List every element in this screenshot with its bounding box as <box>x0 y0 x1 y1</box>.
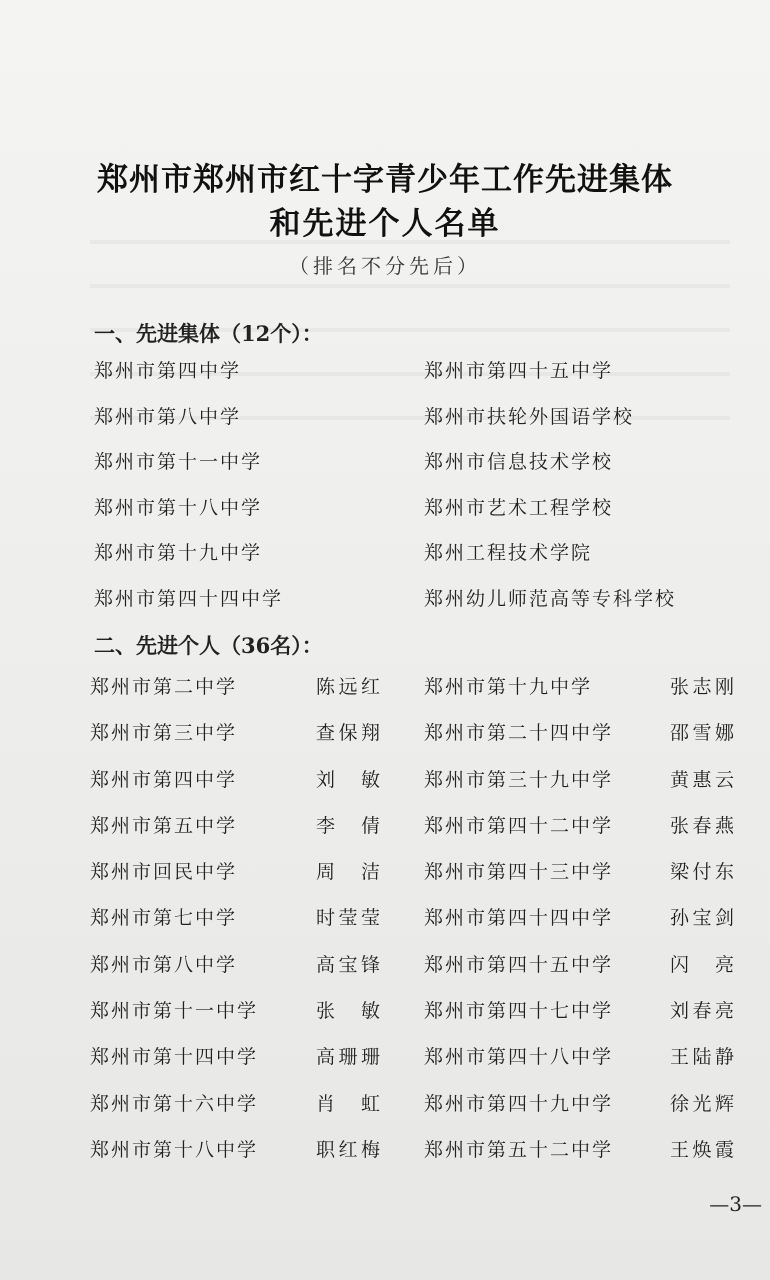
list-item <box>94 538 714 584</box>
page-number: —3— <box>709 1192 762 1216</box>
school-name: 郑州市第二中学 <box>90 676 238 698</box>
school-name: 郑州市第四十三中学 <box>424 861 614 884</box>
collective-name: 郑州市扶轮外国语学校 <box>424 405 635 428</box>
school-name: 郑州市第四十二中学 <box>424 814 614 837</box>
school-name: 郑州市回民中学 <box>90 861 238 884</box>
person-name: 周 洁 <box>316 861 382 884</box>
list-item <box>90 1135 750 1181</box>
person-name: 闪 亮 <box>670 953 736 976</box>
ranking-note: （排名不分先后） <box>289 254 481 278</box>
person-name: 黄惠云 <box>670 768 736 791</box>
school-name: 郑州市第十六中学 <box>90 1092 259 1115</box>
list-item <box>90 1042 750 1088</box>
list-item <box>94 584 714 630</box>
person-name: 时莹莹 <box>316 907 382 930</box>
list-item <box>90 1089 750 1135</box>
collective-name: 郑州市第四十四中学 <box>94 587 284 610</box>
person-name: 张春燕 <box>670 814 736 837</box>
collective-name: 郑州市第十九中学 <box>94 542 263 564</box>
collective-name: 郑州工程技术学院 <box>424 542 593 564</box>
school-name: 郑州市第四十四中学 <box>424 907 614 930</box>
school-name: 郑州市第五中学 <box>90 814 238 837</box>
person-name: 肖 虹 <box>316 1092 382 1115</box>
school-name: 郑州市第四十九中学 <box>424 1092 614 1115</box>
list-item <box>90 857 750 903</box>
person-name: 高珊珊 <box>316 1046 382 1069</box>
person-name: 职红梅 <box>316 1138 382 1161</box>
person-name: 刘 敏 <box>316 768 382 791</box>
person-name: 孙宝剑 <box>670 907 736 930</box>
school-name: 郑州市第二十四中学 <box>424 722 614 745</box>
collective-name: 郑州市第十八中学 <box>94 496 263 519</box>
person-name: 李 倩 <box>316 814 382 837</box>
list-item <box>94 447 714 493</box>
school-name: 郑州市第十九中学 <box>424 676 593 698</box>
school-name: 郑州市第四十八中学 <box>424 1046 614 1069</box>
document-title: 郑州市郑州市红十字青少年工作先进集体 <box>97 162 673 198</box>
school-name: 郑州市第三中学 <box>90 722 238 745</box>
collective-name: 郑州市第四中学 <box>94 360 242 382</box>
person-name: 梁付东 <box>670 861 736 884</box>
collectives-list <box>94 356 714 629</box>
person-name: 查保翔 <box>316 722 382 745</box>
school-name: 郑州市第四中学 <box>90 768 238 791</box>
person-name: 邵雪娜 <box>670 722 736 745</box>
list-item <box>90 718 750 764</box>
list-item <box>90 903 750 949</box>
list-item <box>94 402 714 448</box>
school-name: 郑州市第八中学 <box>90 953 238 976</box>
collective-name: 郑州市第四十五中学 <box>424 360 614 382</box>
individuals-list <box>90 672 750 1181</box>
school-name: 郑州市第十八中学 <box>90 1138 259 1161</box>
school-name: 郑州市第十一中学 <box>90 1000 259 1023</box>
person-name: 刘春亮 <box>670 1000 736 1023</box>
school-name: 郑州市第四十五中学 <box>424 953 614 976</box>
collective-name: 郑州市艺术工程学校 <box>424 496 614 519</box>
person-name: 张志刚 <box>670 676 736 698</box>
list-item <box>90 950 750 996</box>
list-item <box>90 765 750 811</box>
section-individuals-heading: 二、先进个人（36名）： <box>94 633 323 658</box>
person-name: 王陆静 <box>670 1046 736 1069</box>
section-collectives-heading: 一、先进集体（12个）： <box>94 321 323 346</box>
collective-name: 郑州幼儿师范高等专科学校 <box>424 587 677 610</box>
person-name: 徐光辉 <box>670 1092 736 1115</box>
list-item <box>90 996 750 1042</box>
school-name: 郑州市第十四中学 <box>90 1046 259 1069</box>
collective-name: 郑州市第八中学 <box>94 405 242 428</box>
list-item <box>90 811 750 857</box>
list-item <box>94 493 714 539</box>
collective-name: 郑州市信息技术学校 <box>424 451 614 473</box>
person-name: 陈远红 <box>316 676 382 698</box>
collective-name: 郑州市第十一中学 <box>94 451 263 473</box>
document-title-line2: 和先进个人名单 <box>269 206 501 242</box>
school-name: 郑州市第三十九中学 <box>424 768 614 791</box>
school-name: 郑州市第四十七中学 <box>424 1000 614 1023</box>
list-item <box>94 356 714 402</box>
school-name: 郑州市第五十二中学 <box>424 1138 614 1161</box>
person-name: 王焕霞 <box>670 1138 736 1161</box>
list-item <box>90 672 750 718</box>
person-name: 高宝锋 <box>316 953 382 976</box>
school-name: 郑州市第七中学 <box>90 907 238 930</box>
person-name: 张 敏 <box>316 1000 382 1023</box>
